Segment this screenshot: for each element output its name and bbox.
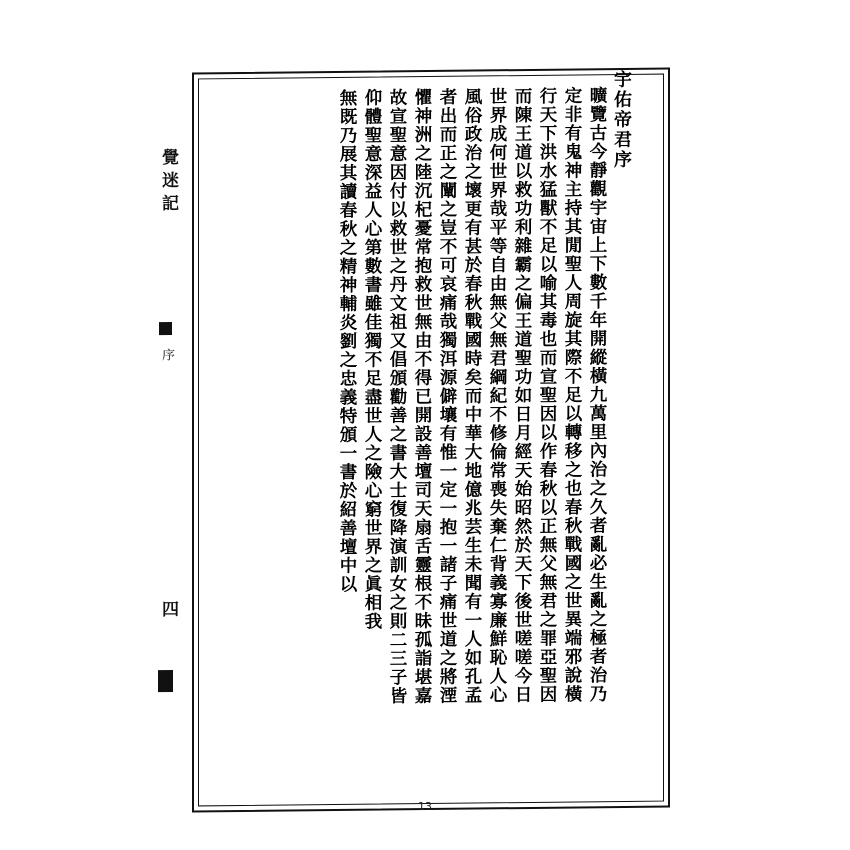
- page-spine: [150, 70, 196, 810]
- text-column: 無既乃展其讀春秋之精神輔炎劉之忠義特頒一書於紹善壇中以: [337, 88, 357, 594]
- text-column: 者出而正之闡之豈不可哀痛哉獨洱源僻壤有惟一定一抱一諸子痛世道之將湮: [437, 87, 457, 705]
- spine-subtitle: 序: [159, 347, 174, 362]
- spine-title: 覺迷記: [158, 147, 178, 218]
- spine-volume-number: 四: [158, 599, 178, 622]
- page-number: 13: [418, 800, 432, 813]
- text-column: 曠覽古今靜觀宇宙上下數千年開縱橫九萬里內治之久者亂必生亂之極者治乃: [587, 85, 607, 704]
- text-column-heading: 宇佑帝君序: [611, 69, 632, 170]
- text-column: 風俗政治之壞更有甚於春秋戰國時矣而中華大地億兆芸生未聞有一人如孔孟: [462, 87, 482, 705]
- text-column: 行天下洪水猛獸不足以喻其毒也而宣聖因以作春秋以正無父無君之罪亞聖因: [537, 86, 557, 704]
- scanned-page-image: [150, 50, 690, 790]
- text-column: 故宣聖意因付以救世之丹文祖又倡頒勸善之書大士復降演訓女之則二三子皆: [387, 88, 407, 706]
- spine-block-mark-icon: [159, 322, 172, 335]
- text-column: 定非有鬼神主持其閒聖人周旋其際不足以轉移之也春秋戰國之世異端邪說橫: [562, 86, 582, 704]
- text-column: 而陳王道以救功利雜霸之偏王道聖功如日月經天始昭然於天下後世嗟嗟今日: [512, 86, 532, 705]
- text-column: 仰體聖意深益人心第數書雖佳獨不足盡世人之險心窮世界之眞相我: [362, 88, 382, 631]
- text-column: 世界成何世界哉平等自由無父無君綱紀不修倫常喪失棄仁背義寡廉鮮恥人心: [487, 87, 507, 705]
- spine-bottom-mark-icon: [158, 670, 173, 692]
- vertical-text-columns: [198, 70, 630, 791]
- text-column: 懼神洲之陸沉杞憂常抱救世無由不得已開設善壇司天扇舌靈根不昧孤詣堪嘉: [412, 87, 432, 706]
